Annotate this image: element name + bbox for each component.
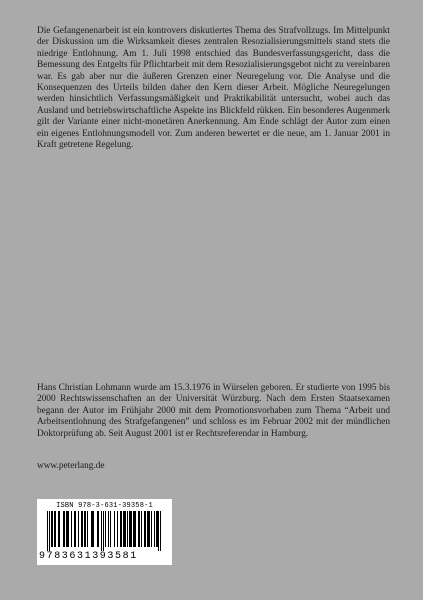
isbn-label: ISBN 978-3-631-39358-1 <box>56 502 153 510</box>
ean-digits: 9783631393581 <box>39 551 138 562</box>
book-blurb: Die Gefangenenarbeit ist ein kontrovers diskutiertes Thema des Strafvollzugs. Im Mittelpunkt der Diskussion um die Wirksamkeit dieses zentralen Resozialisierungsmittels stand stets die niedrige Entlohnung. Am 1. Juli 1998 entschied das Bundesverfassungsgericht, dass die Bemessung des Entgelts für Pflichtarbeit mit dem Resozialisierungsgebot nicht zu vereinbaren war. Es gab aber nur die äußeren Grenzen einer Neuregelung vor. Die Analyse und die Konsequenzen des Urteils bilden daher den Kern dieser Arbeit. Mögliche Neuregelungen werden hinsichtlich Verfassungsmäßigkeit und Praktikabilität untersucht, wobei auch das Ausland und betriebswirtschaftliche Aspekte ins Blickfeld rükken. Ein besonderes Augenmerk gilt der Variante einer nicht-monetären Anerkennung. Am Ende schlägt der Autor zum einen ein eigenes Entlohnungsmodell vor. Zum anderen bewertet er die neue, am 1. Januar 2001 in Kraft getretene Regelung. <box>37 26 390 151</box>
barcode-bar <box>154 511 155 547</box>
barcode-bar <box>108 511 109 547</box>
barcode-bar <box>120 511 122 547</box>
barcode-bar <box>114 511 115 547</box>
barcode-bar <box>66 511 69 547</box>
barcode-bar <box>51 511 53 547</box>
barcode-bar <box>97 511 99 547</box>
barcode-bar <box>91 511 94 547</box>
barcode-guard-bar <box>160 511 161 551</box>
barcode-bar <box>87 511 88 547</box>
barcode-bar <box>144 511 146 547</box>
barcode-guard-bar <box>49 511 50 551</box>
barcode-bar <box>127 511 128 547</box>
barcode-bar <box>129 511 132 547</box>
barcode-guard-bar <box>47 511 48 551</box>
barcode-bar <box>110 511 111 547</box>
barcode-bar <box>78 511 79 547</box>
barcode-bar <box>141 511 142 547</box>
barcode-bar <box>58 511 60 547</box>
barcode-guard-bar <box>101 511 102 551</box>
barcode-bar <box>123 511 126 547</box>
barcode-bar <box>54 511 56 547</box>
author-bio: Hans Christian Lohmann wurde am 15.3.1976 in Würselen geboren. Er studierte von 1995 bis 2000 Rechtswissenschaften an der Universität Würzburg. Nach dem Ersten Staatsexamen begann der Autor im Frühjahr 2000 mit dem Promotionsvorhaben zum Thema “Arbeit und Arbeitsentlohnung des Strafgefangenen” und schloss es im Februar 2002 mit der mündlichen Doktorprüfung ab. Seit August 2001 ist er Rechtsreferendar in Hamburg. <box>37 383 390 439</box>
barcode-bar <box>133 511 136 547</box>
barcode-guard-bar <box>103 511 104 551</box>
barcode-bar <box>63 511 65 547</box>
barcode-bar <box>105 511 106 547</box>
barcode-bar <box>71 511 72 547</box>
barcode-bar <box>117 511 118 547</box>
barcode-bars <box>47 511 162 551</box>
barcode-bar <box>147 511 150 547</box>
barcode-guard-bar <box>158 511 159 551</box>
barcode-bar <box>81 511 83 547</box>
publisher-website: www.peterlang.de <box>37 461 105 471</box>
isbn-barcode <box>37 499 172 565</box>
barcode-bar <box>138 511 140 547</box>
barcode-bar <box>74 511 76 547</box>
barcode-bar <box>84 511 86 547</box>
barcode-bar <box>151 511 152 547</box>
